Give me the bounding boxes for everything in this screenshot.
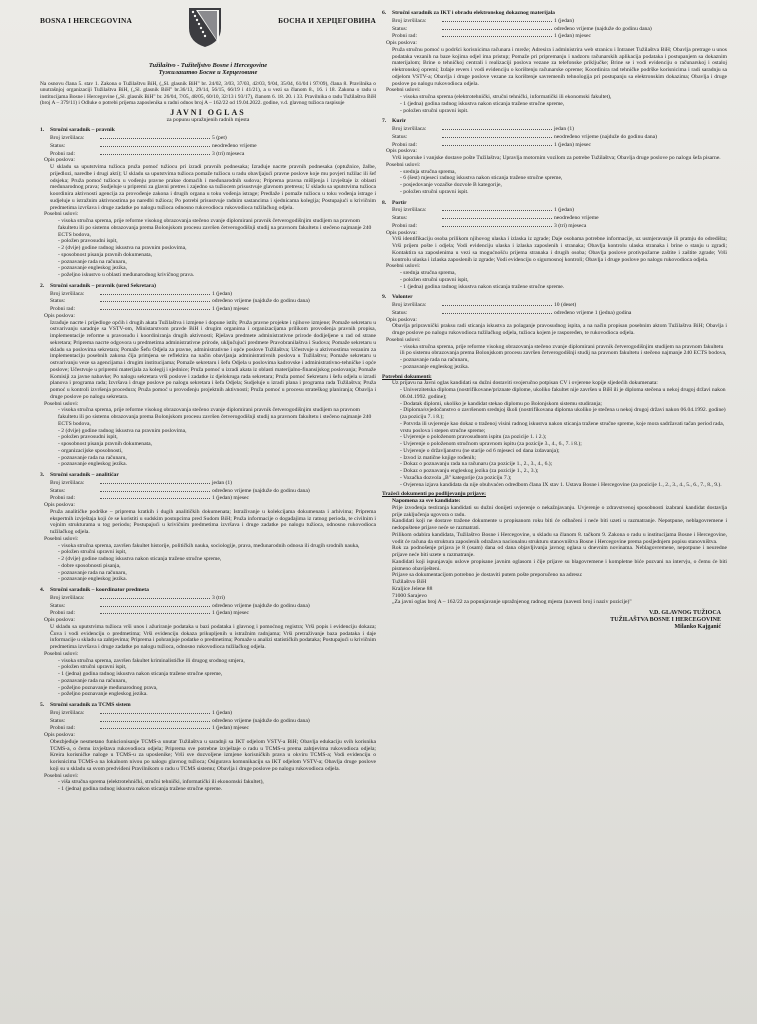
condition-item: - poželjno poznavanje međunarodnog prava, — [58, 685, 376, 692]
legal-basis: Na osnovu člana 5. stav 1. Zakona o Tužilaštvu BiH, („Sl. glasnik BiH" br. 24/02, 3/03, 37/03, 42/03, 9/04, 35/04, 61/04 i 97/09), člana 8. Pravilnika o unutrašnjoj organizaciji Tužilaštva BiH, („Sl. glasnik BiH" br.36/13, 29/14, 56/15, 66/19 i 41/21), a u vezi sa članom 8., 16. i 18. Zakona o radu u institucijama Bosne i Hercegovine („Sl. glasnik BiH" br. 26/04, 7/05, 48/05, 60/10, 32/13 i 93/17), članom 6. 18. 20. i 33. Pravilnika o radu Tužilaštva BiH (broj A – 379/11) i Odluke o potrebi prijema zaposlenika u radni odnos broj A – 162/22 od 19.04.2022. godine, v.d. glavnog tužioca raspisuje — [40, 80, 376, 107]
field-count — [40, 290, 376, 298]
dotted-leader — [100, 709, 210, 714]
position-number: 8. — [382, 199, 387, 206]
condition-item: - položen pravosudni ispit, — [58, 434, 376, 441]
condition-item: - sposobnost pisanja pravnih dokumenata, — [58, 252, 376, 259]
condition-item: - položen stručni upravni ispit, — [58, 664, 376, 671]
document-item: - Dokaz o poznavanju engleskog jezika (za pozicije 1., 2., 3.); — [400, 468, 727, 475]
field-label: Probni rad: — [50, 495, 76, 502]
field-value: 5 (pet) — [212, 135, 227, 142]
condition-item: - srednja stručna sprema, — [400, 270, 727, 277]
field-value: neodređeno vrijeme — [554, 215, 599, 221]
conditions-label: Posebni uslovi: — [44, 650, 79, 657]
conditions-list — [40, 218, 376, 279]
field-label: Status: — [392, 25, 408, 32]
condition-item: - poznavanje rada na računaru, — [58, 455, 376, 462]
field-status — [40, 297, 376, 305]
field-value: određeno vrijeme (najduže do godinu dana) — [212, 602, 310, 609]
position-title: Stručni saradnik – koordinator predmeta — [50, 587, 149, 594]
position-number: 4. — [40, 587, 45, 594]
position-title: Portir — [392, 199, 407, 206]
condition-item: - položen pravosudni ispit, — [58, 238, 376, 245]
address-line: Kraljice Jelene 88 — [392, 585, 433, 592]
field-value: 1 (jedan) mjesec — [554, 141, 591, 148]
condition-item: - 1 (jedna) godina radnog iskustva nakon sticanja tražene stručne spreme, — [58, 671, 376, 678]
position-heading — [40, 283, 376, 290]
signature-institution: TUŽILAŠTVA BOSNE I HERCEGOVINE — [610, 617, 721, 624]
field-value: 1 (jedan) mjesec — [212, 725, 249, 732]
condition-item: - visoka stručna sprema (elektrotehnički, stručni tehnički, informatički ili ekonomski fakultet), — [400, 94, 727, 101]
dotted-leader — [100, 134, 210, 139]
position-number: 1. — [40, 127, 45, 134]
field-value: 1 (jedan) mjesec — [212, 495, 249, 502]
field-status — [40, 717, 376, 725]
condition-item: - položen stručni upravni ispit, — [400, 277, 727, 284]
field-count — [382, 206, 727, 214]
field-status — [382, 214, 727, 222]
field-status — [382, 25, 727, 33]
conditions-label: Posebni uslovi: — [386, 263, 421, 270]
dotted-leader — [442, 125, 552, 130]
field-label: Status: — [50, 142, 66, 149]
field-value: 3 (tri) mjeseca — [554, 222, 587, 229]
conditions-label: Posebni uslovi: — [44, 211, 79, 218]
job-description: U skladu sa uputstvima tužioca vrši unos i ažuriranje podataka u bazi podataka i glavnog i pomoćnog registra; Vrši popis i evidenciju dokaza; Čuva i vodi evidenciju o predmetima; Vrši evidenciju dokaza prikupljenih u istražnim radnjama; Vrši pretraživanje baza podataka i daje informacije u skladu sa zahtjevima; Priprema i pohranjuje podatke o predmetima; Pomaže u analizi statističkih podataka; Postupajući u krivičnim predmetima izvršava i druge zadatke po nalogu tužioca, odnosno rukovodioca tužilačkog odjela. — [50, 623, 376, 651]
field-value: 1 (jedan) mjesec — [554, 33, 591, 40]
dotted-leader — [442, 214, 552, 219]
field-label: Broj izvršilaca: — [50, 135, 85, 142]
conditions-label: Posebni uslovi: — [44, 772, 79, 779]
description-label: Opis poslova: — [386, 316, 417, 323]
field-value: određeno vrijeme (najduže do godinu dana) — [212, 298, 310, 305]
required-docs-intro: Uz prijavu na Javni oglas kandidati su dužni dostaviti svojeručno potpisan CV i ovjerene kopije sljedećih dokumenata: — [392, 380, 658, 387]
position-heading — [40, 127, 376, 134]
job-description: Vrši identifikaciju osoba prilikom njihovog ulaska i izlaska iz zgrade; Daje osobama potrebne informacije, uz usmjeravanje ili pratnju do odredišta; Vrši prijem pošte i odjela; Vodi evidenciju ulaska i izlaska zaposlenih i stranaka; Obavlja kontrolu ulaska stranaka i brine o stanju u zgradi; Kontaktira sa zaposlenima u vezi sa mogućnošću prijema stranaka i drugih osoba; Obavlja poslove protivpožarne zaštite i zaštite zgrade; Vrši kontrolu ulaska i izlaska zaposlenih iz zgrade; Vodi evidenciju o sigurnosnoj kontroli; Obavlja i druge poslove po nalogu rukovodioca odjela. — [392, 236, 727, 263]
right-column — [382, 6, 727, 632]
field-status — [382, 309, 727, 317]
position-heading — [40, 587, 376, 594]
conditions-list — [382, 270, 727, 290]
condition-item: - viša stručna sprema (elektrotehnički, stručni tehnički, informatički ili ekonomski fakultet), — [58, 779, 376, 786]
condition-item: - poznavanje engleskog jezika. — [58, 461, 376, 468]
position-heading — [382, 10, 727, 17]
document-item: - Diploma/svjedočanstvo o završenom srednjoj školi (nostrifikovana diploma ukoliko je stečena u nekoj drugoj državi nakon 06.04.1992. godine) (za poziciju 7. i 8.); — [400, 407, 727, 421]
condition-item: - visoka stručna sprema, završen fakultet historije, političkih nauka, sociologije, prava, međunarodnih odnosa ili drugih srodnih nauka, — [58, 543, 376, 550]
position-number: 7. — [382, 118, 387, 125]
dotted-leader — [442, 17, 552, 22]
conditions-list — [40, 779, 376, 793]
conditions-label: Posebni uslovi: — [44, 535, 79, 542]
field-trial — [40, 609, 376, 617]
field-label: Broj izvršilaca: — [50, 290, 85, 297]
field-label: Status: — [392, 309, 408, 316]
condition-item: - 1 (jedna) godina radnog iskustva nakon sticanja tražene stručne spreme. — [400, 284, 727, 291]
conditions-list — [40, 658, 376, 699]
field-trial — [40, 305, 376, 313]
field-count — [40, 479, 376, 487]
field-label: Status: — [50, 298, 66, 305]
condition-item: - posjedovanje vozačke dozvole B kategorije, — [400, 182, 727, 189]
dotted-leader — [442, 141, 552, 146]
field-value: 3 (tri) mjeseca — [212, 150, 245, 157]
field-label: Status: — [392, 215, 408, 221]
dotted-leader — [100, 305, 210, 310]
position-number: 2. — [40, 282, 45, 289]
description-label: Opis poslova: — [44, 502, 75, 509]
dotted-leader — [442, 222, 552, 227]
required-docs-heading: Potrebni dokumenti: — [382, 373, 432, 380]
field-value: 1 (jedan) — [212, 709, 233, 716]
conditions-list — [40, 543, 376, 584]
conditions-label: Posebni uslovi: — [386, 161, 421, 168]
conditions-list — [40, 407, 376, 468]
document-item: - Uvjerenje o položenom pravosudnom ispitu (za pozicije 1. i 2.); — [400, 434, 727, 441]
position-title: Volonter — [392, 294, 413, 301]
description-label: Opis poslova: — [44, 312, 75, 319]
document-item: - Dodatak diplomi, ukoliko je kandidat stekao diplomu po Bolonjskom sistemu studiranja; — [400, 401, 727, 408]
field-trial — [382, 32, 727, 40]
job-description: U skladu sa uputstvima tužioca pruža pomoć tužiocu pri izradi pravnih podnesaka; Izrađuje nacrte pravnih podnesaka (optužnice, žalbe, prijedlozi, naredbe i drugi akti); U skladu sa uputstvima tužioca pomaže tužiocu u radu obavljajući pravne poslove koje mu povjeri tužilac ili šef odsjeka; Pruža pomoć tužiocu u vođenju pravne prakse domaćih i međunarodnih sudova; Priprema pravna mišljenja i izvještaje iz oblasti međunarodnog prava; Sudjeluje u pripremi za glavni pretres i zajedno sa tužiocem prisustvuje glavnom pretresu; U skladu sa uputstvima tužioca koordinira aktivnosti agencija za provođenje zakona i drugih organa u toku vođenja istrage; Predlaže i pomaže tužiocu u toku vođenja istrage i sudjeluje u istražnim aktivnostima po naredbi tužioca; Po potrebi prisustvuje radnim sastancima i sjednicama kolegija; Postupajući u krivičnim predmetima izvršava i druge zadatke po nalogu tužioca odnosno rukovodioca rukovodioca tužilačkog odjela. — [50, 164, 376, 211]
dotted-leader — [442, 133, 552, 138]
field-label: Broj izvršilaca: — [392, 302, 427, 308]
field-value: 3 (tri) — [212, 594, 225, 601]
field-trial — [40, 724, 376, 732]
job-description: Vrši isporuke i vanjske dostave pošte Tužilaštva; Upravlja motornim vozilom za potrebe Tužilaštva; Obavlja druge poslove po nalogu šefa pisarne. — [392, 155, 721, 161]
field-label: Probni rad: — [392, 33, 418, 40]
field-count — [40, 594, 376, 602]
document-item: - Uvjerenje o položenom stručnom upravnom ispitu (za pozicije 3., 4., 6., 7. i 8.); — [400, 441, 727, 448]
condition-item: - poznavanje rada na računaru, — [400, 357, 727, 364]
signature-title: V.D. GLAVNOG TUŽIOCA — [648, 610, 721, 616]
position-number: 6. — [382, 10, 387, 16]
document-item: - Dokaz o poznavanju rada na računaru (za pozicije 1., 2., 3., 4., 6.); — [400, 461, 727, 468]
address-line: 71000 Sarajevo — [392, 592, 427, 599]
field-label: Broj izvršilaca: — [50, 479, 85, 486]
condition-item: - 2 (dvije) godine radnog iskustva nakon sticanja tražene stručne spreme, — [58, 556, 376, 563]
announcement-subtitle: za popunu upražnjenih radnih mjesta — [166, 116, 250, 123]
condition-item: - poželjno iskustvo u oblasti međunarodnog krivičnog prava. — [58, 272, 376, 279]
signature-block — [382, 610, 727, 632]
signature-name: Milanko Kajganić — [674, 624, 721, 631]
position-heading — [382, 118, 727, 125]
dotted-leader — [100, 717, 210, 722]
job-description: Obezbjeđuje nesmetano funkcionisanje TCMS-a unutar Tužilaštva u saradnji sa IKT odjelom VSTV-a BiH; Obavlja edukaciju svih korisnika TCMS-a, o čemu izvještava rukovodioca odjela; Priprema sve potrebne izvještaje o radu u TCMS-u prema zahtjevima rukovodioca odjela; Kreira korisničke naloge u TCMS-u za uposlenike; Vrši sve dozvoljene izmjene korisničkih prava u okviru TCMS-a; Vodi evidenciju o korisnicima TCMS-a na lokalnom nivou po nalogu glavnog tužioca; Osigurava komunikaciju sa IKT odjelom VSTV-a; Obavlja druge poslove koji su u skladu sa svom predviđeni Pravilnikom o radu u TCMS sistemu; Obavlja i druge poslove po nalogu rukovodioca odjela. — [50, 738, 376, 772]
dotted-leader — [442, 206, 552, 211]
dotted-leader — [100, 150, 210, 155]
description-label: Opis poslova: — [44, 732, 75, 739]
condition-item: - poznavanje engleskog jezika, — [58, 265, 376, 272]
condition-item: - visoka stručna sprema, prije reforme visokog obrazovanja stečeno zvanje diplomirani pravnik četverogodišnjim studijem na pravnom fakultetu ili po sistemu obrazovanja prema Bolonjskom procesu završen četverogodišnji studij na pravnom fakultetu i stečeno najmanje 240 ECTS bodova, — [58, 407, 376, 427]
notes-paragraph-2: Kandidati koji ne dostave tražene dokumente u propisanom roku biti će odbačeni i neće biti uzeti u razmatranje. Nepotpune, neblagovremene i nedopuštene prijave neće se razmatrati. — [392, 518, 727, 531]
position-number: 3. — [40, 472, 45, 479]
notes-paragraph-1: Prije izvođenja testiranja kandidati su dužni donijeti uvjerenje o nekažnjavanju. Uvjerenje o zdravstvenoj sposobnosti izabrani kandidat dostavlja prije zaključenja ugovora o radu. — [392, 504, 727, 518]
field-status — [382, 133, 727, 141]
condition-item: - 2 (dvije) godine radnog iskustva na pravnim poslovima, — [58, 245, 376, 252]
condition-item: - visoka stručna sprema, prije reforme visokog obrazovanja stečeno zvanje diplomirani pravnik četverogodišnjim studijem na pravnom fakultetu ili po sistemu obrazovanja prema Bolonjskom procesu završen četverogodišnji studij na pravnom fakultetu i stečeno najmanje 240 ECTS bodova, — [58, 218, 376, 238]
authority-name — [40, 62, 376, 77]
field-value: 1 (jedan) mjesec — [212, 306, 249, 313]
field-value: jedan (1) — [554, 126, 575, 132]
notes-paragraph-6: Prijave sa dokumentacijom potrebno je dostaviti putem pošte preporučeno na adresu: — [392, 572, 583, 579]
authority-latin: Tužilaštvo - Tužiteljstvo Bosne i Hercegovine — [148, 62, 268, 69]
position-number: 9. — [382, 294, 387, 301]
authority-cyrillic: Тужилаштво Босне и Херцеговине — [158, 69, 258, 77]
left-column — [40, 6, 376, 793]
announcement-title: JAVNI OGLAS — [170, 107, 246, 117]
dotted-leader — [100, 297, 210, 302]
coat-of-arms-icon — [186, 6, 224, 48]
condition-item: - 1 (jedna) godina radnog iskustva nakon sticanja tražene stručne spreme, — [400, 101, 727, 108]
notes-paragraph-5: Kandidati koji ispunjavaju uslove propisane javnim oglasom i čije prijave su blagovremene i kompletne biće pozvani na intervju, o čemu će biti pismeno obaviješteni. — [392, 558, 727, 572]
condition-item: - sposobnost pisanja pravnih dokumenata, — [58, 441, 376, 448]
field-label: Probni rad: — [50, 150, 76, 157]
dotted-leader — [100, 494, 210, 499]
position-title: Stručni saradnik za TCMS sistem — [50, 702, 131, 709]
field-status — [40, 142, 376, 150]
country-name-cyrillic: БОСНА И ХЕРЦЕГОВИНА — [278, 16, 376, 25]
position-title: Stručni saradnik – pravnik — [50, 127, 115, 134]
position-title: Stručni saradnik – pravnik (ured Sekretara) — [50, 282, 156, 289]
condition-item: - 2 (dvije) godine radnog iskustva na pravnim poslovima, — [58, 428, 376, 435]
field-label: Probni rad: — [392, 141, 418, 148]
description-label: Opis poslova: — [386, 148, 417, 155]
positions-right — [382, 10, 727, 371]
field-trial — [382, 141, 727, 149]
description-label: Opis poslova: — [386, 40, 417, 46]
condition-item: - položen stručni upravni ispit. — [400, 108, 727, 115]
field-label: Broj izvršilaca: — [392, 17, 427, 24]
document-item: - Izvod iz matične knjige rođenih; — [400, 455, 727, 462]
description-label: Opis poslova: — [386, 229, 417, 236]
dotted-leader — [100, 594, 210, 599]
field-label: Status: — [392, 133, 408, 140]
field-value: 1 (jedan) — [212, 290, 233, 297]
position-heading — [382, 200, 727, 207]
notes-paragraph-4: Rok za podnošenje prijava je 8 (osam) dana od dana objavljivanja javnog oglasa u dnevnim novinama. Neblagovremene, nepotpune i neuredne prijave neće biti uzete u razmatranje. — [392, 545, 727, 558]
dotted-leader — [100, 602, 210, 607]
position-title: Stručni saradnik – analitičar — [50, 472, 119, 479]
dotted-leader — [442, 309, 552, 314]
condition-item: - poznavanje rada na računaru, — [58, 678, 376, 685]
field-status — [40, 602, 376, 610]
conditions-list — [382, 344, 727, 371]
job-description: Pruža stručnu pomoć u podršci korisnicima računara i mreže; Adresira i administrira web stranicu i Intranet Tužilaštva BiH; Obavlja pretrage u unos podataka vezanih na baze kojima odjel ima pristup; Pomaže pri pripremanju i nadzoru računarskih aplikacija podataka i postupanjem sa dokaznim materijalom; Brine o tehničkoj centrali i realizaciji poslova vezane za telefonske priključke; Brine se i vodi evidenciju o računarskoj i ostaloj elektronskoj opremi; Izdaje revers i vodi evidenciju o korištenju računarske opreme; Koordinira rad tehničke podrške korisnicima i radi saradnju sa odjelom VSTV-a; Obavlja i druge poslove vezane za korištenje savremenih tehnologija pri postupanju sa elektronskim dokazima; Obavlja i druge poslove po nalogu rukovodioca odjela. — [392, 46, 727, 87]
condition-item: - dobre sposobnosti pisanja, — [58, 563, 376, 570]
field-value: neodređeno vrijeme — [212, 142, 257, 149]
job-description: Pruža analitičke podrške – priprema kratkih i dugih analitičkih dokumenata; Istraživanje u kolekcijama dokumenata i arhivima; Priprema ekspertnih izvještaja koji će se koristiti u sudskim postupcima pred Sudom BiH; Pruža informacije o događajima iz ratnog perioda, te civilnim i vojnim strukturama u tog periodu; Postupajući u krivičnim predmetima izvršava i druge zadatke po nalogu tužioca, odnosno rukovodioca tužilačkog odjela. — [50, 508, 376, 536]
job-description: Izrađuje nacrte i prijedloge općih i drugih akata Tužilaštva i izmjene i dopune istih; Pruža pravne projekte i njihove izmjene; Pomaže sekretaru u ostvarivanju saradnje sa VSTV-om, Ministarstvom pravde BiH i drugim organima i organizacijama prilikom provođenja pravnih propisa, implementacije reforme u pravosuđu i koordiniranja drugih aktivnosti; Rješava predmete administrativne prirode dodijeljene u rad od strane sekretara; Priprema nacrte odgovora u predmetima administrativne prirode, uključujući predmete Pravobranilaštva i Sudova; Pomaže sekretaru u skladu sa poslovima sekretara; Pomaže Šefu Odjela za pravne, administrativne i opće poslove Tužilaštva; Učestvuje u aktivnostima vezanim za implementaciju posebnih zakona čija primjena se reflektira na način obavljanja administrativnih poslova u Tužilaštvu; Pomaže sekretaru u ostvarivanju veze sa agencijama i drugim institucijama; Pomaže sekretaru i šefu Odjela u poslovima kadrovske i administrativno-tehničke i opće poslove; Učestvuje u pripremi materijala za kolegij i sjednice; Pruža pomoć u izradi akata iz oblasti materijalno-finansijskog poslovanja; Pomaže Komisiji za javne nabavke; Po nalogu sekretara vrši poslove i zadatke iz djelokruga rada sekretara; Pruža pomoć Sekretaru i šefu odjela u izradi planova i programa rada; Izvršava i druge poslove po nalogu sekretara i šefa Odjela; Sudjeluje u izradi plana i programa rada Tužilaštva; Pruža pomoć u kontroli izvršenja procedura; Pruža pomoć u provođenju projektnih aktivnosti; Pruža pomoć u procesu strateškog planiranja; Obavlja i druge poslove po nalogu sekretara. — [50, 319, 376, 400]
field-label: Status: — [50, 602, 66, 609]
dotted-leader — [100, 609, 210, 614]
dotted-leader — [100, 724, 210, 729]
conditions-list — [382, 94, 727, 114]
condition-item: - visoka stručna sprema, završen fakultet kriminalističke ili drugog srodnog smjera, — [58, 658, 376, 665]
envelope-note: „Za javni oglas broj A – 162/22 za popunjavanje upražnjenog radnog mjesta (navesti broj i naziv pozicije)" — [392, 599, 632, 606]
conditions-label: Posebni uslovi: — [386, 336, 421, 343]
field-value: 1 (jedan) — [554, 207, 575, 214]
field-label: Broj izvršilaca: — [50, 594, 85, 601]
dotted-leader — [442, 25, 552, 30]
condition-item: - poznavanje engleskog jezika. — [58, 576, 376, 583]
address-line: Tužilaštvo BiH — [392, 579, 427, 585]
field-label: Probni rad: — [392, 222, 418, 229]
dotted-leader — [100, 290, 210, 295]
field-value: određeno vrijeme (najduže do godinu dana) — [554, 25, 652, 32]
document-item: - Vozačka dozvola „B" kategorije (za poziciju 7.); — [400, 475, 727, 482]
dotted-leader — [442, 32, 552, 37]
position-number: 5. — [40, 702, 45, 709]
job-description: Obavlja pripravnički praksu radi sticanja iskustva za polaganje pravosudnog ispita, a na način propisan posebnim aktom Tužilaštva BiH; Obavlja i druge poslove po nalogu rukovodioca tužilačkog odjela, tužioca kojem je raspoređen, te rukovodioca odjela. — [392, 323, 727, 336]
position-title: Stručni saradnik za IKT i obradu elektronskog dokaznog materijala — [392, 10, 555, 16]
position-title: Kurir — [392, 118, 406, 125]
field-label: Status: — [50, 487, 66, 494]
condition-item: - 1 (jedna) godina radnog iskustva nakon sticanja tražene stručne spreme. — [58, 786, 376, 793]
conditions-label: Posebni uslovi: — [44, 400, 79, 407]
positions-left — [40, 127, 376, 793]
notes-heading: Tražeći dokumenti po podlijevanju prijave: — [382, 491, 487, 498]
field-count — [40, 709, 376, 717]
dotted-leader — [100, 142, 210, 147]
description-label: Opis poslova: — [44, 157, 75, 164]
description-label: Opis poslova: — [44, 617, 75, 624]
field-value: 1 (jedan) — [554, 17, 575, 24]
condition-item: - poznavanje rada na računaru, — [58, 570, 376, 577]
field-label: Probni rad: — [50, 610, 76, 617]
field-value: 10 (deset) — [554, 302, 577, 308]
notes-subheading: Napomena za sve kandidate: — [392, 498, 461, 504]
field-count — [382, 301, 727, 309]
field-value: 1 (jedan) mjesec — [212, 610, 249, 617]
required-docs-list — [382, 387, 727, 488]
document-item: - Potvrda ili uvjerenje kao dokaz o traženoj visini radnog iskustva nakon sticanja tražene stručne spreme, koje mora sadržavati tačan period rada, vrstu poslova i stepen stručne spreme; — [400, 421, 727, 435]
field-trial — [382, 222, 727, 230]
field-label: Probni rad: — [50, 306, 76, 313]
field-trial — [40, 494, 376, 502]
dotted-leader — [100, 479, 210, 484]
condition-item: - visoka stručna sprema, prije reforme visokog obrazovanja stečeno zvanje diplomirani pravnik četverogodišnjim studijem na pravnom fakultetu ili po sistemu obrazovanja prema Bolonjskom procesu završen četverogodišnji studij na pravnom fakultetu i stečeno najmanje 240 ECTS bodova, — [400, 344, 727, 358]
field-label: Probni rad: — [50, 725, 76, 732]
notes-paragraph-3: Prilikom odabira kandidata, Tužilaštvo Bosne i Hercegovine, u skladu sa članom 8. tačkom 9. Zakona o radu u institucijama Bosne i Hercegovine, vodit će računa da struktura zaposlenih odražava nacionalnu strukturu stanovništva Bosne i Hercegovine prema posljednjem popisu stanovništva. — [392, 531, 727, 545]
country-name-latin: BOSNA I HERCEGOVINA — [40, 16, 133, 25]
dotted-leader — [442, 301, 552, 306]
field-value: jedan (1) — [212, 479, 233, 486]
position-heading — [40, 702, 376, 709]
field-label: Broj izvršilaca: — [50, 709, 85, 716]
condition-item: - 6 (šest) mjeseci radnog iskustva nakon sticanja tražene stručne spreme, — [400, 175, 727, 182]
field-label: Status: — [50, 717, 66, 724]
field-status — [40, 487, 376, 495]
condition-item: - srednja stručna sprema, — [400, 169, 727, 176]
document-item: - Ovjerena izjava kandidata da nije obuhvaćen odredbom člana IX stav 1. Ustava Bosne i Hercegovine (za pozicije 1., 2., 3., 4., 5., 6., 7., 8., 9.). — [400, 482, 727, 489]
field-value: određeno vrijeme 1 (jedna) godina — [554, 309, 632, 316]
field-count — [382, 17, 727, 25]
field-count — [382, 125, 727, 133]
field-label: Broj izvršilaca: — [392, 207, 427, 214]
conditions-list — [382, 169, 727, 196]
condition-item: - poznavanje rada na računaru, — [58, 259, 376, 266]
condition-item: - položen stručni upravni ispit, — [58, 549, 376, 556]
field-value: određeno vrijeme (najduže do godinu dana) — [212, 717, 310, 724]
conditions-label: Posebni uslovi: — [386, 87, 421, 94]
condition-item: - položen stručni upravni ispit. — [400, 189, 727, 196]
dotted-leader — [100, 487, 210, 492]
field-count — [40, 134, 376, 142]
position-heading — [382, 294, 727, 301]
position-heading — [40, 472, 376, 479]
document-item: - Uvjerenje o državljanstvu (ne starije od 6 mjeseci od dana izdavanja); — [400, 448, 727, 455]
field-value: određeno vrijeme (najduže do godinu dana) — [212, 487, 310, 494]
field-trial — [40, 150, 376, 158]
field-value: neodređeno vrijeme (najduže do godinu dana) — [554, 133, 657, 140]
document-item: - Univerzitetska diploma (nostrifikovane/priznate diplome, ukoliko fakultet nije završen u BiH ili je diploma stečena u nekoj drugoj državi nakon 06.04.1992. godine); — [400, 387, 727, 401]
field-label: Broj izvršilaca: — [392, 126, 427, 132]
condition-item: - poželjno poznavanje engleskog jezika. — [58, 691, 376, 698]
masthead — [40, 6, 376, 56]
condition-item: - organizacijske sposobnosti, — [58, 448, 376, 455]
condition-item: - poznavanje engleskog jezika. — [400, 364, 727, 371]
